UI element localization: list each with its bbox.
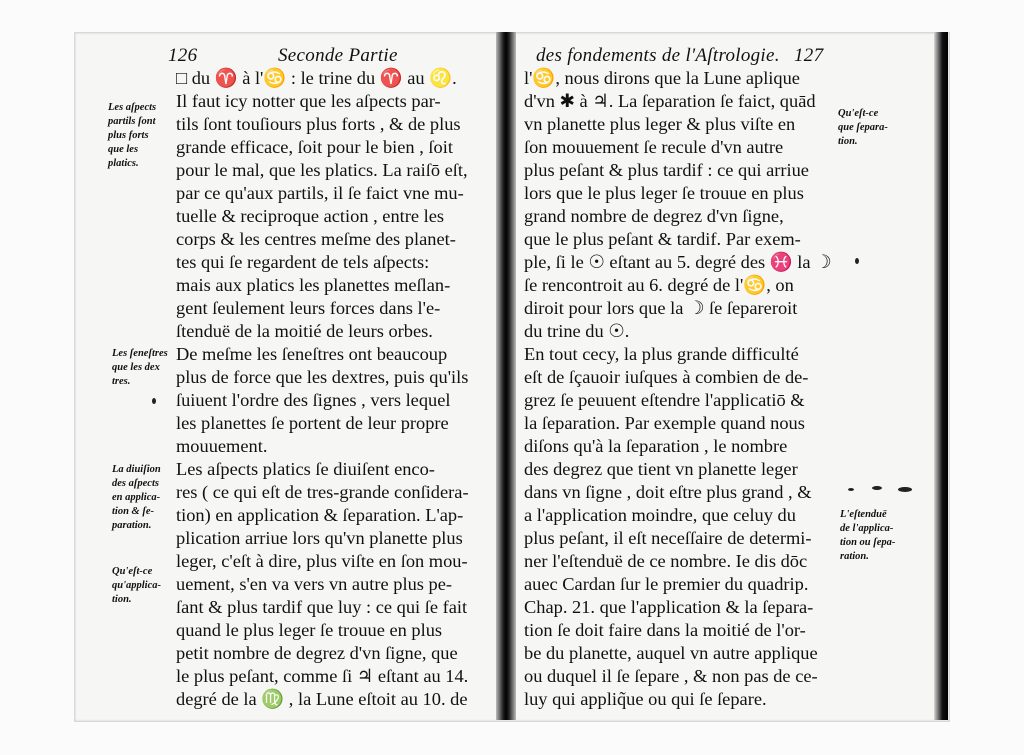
margin-note-line: de l'applica- [840, 523, 894, 534]
text-line: En tout cecy, la plus grande difficulté [524, 344, 799, 364]
text-line: tuelle & reciproque action , entre les [176, 206, 445, 226]
book-gutter [496, 32, 516, 720]
text-line: Les aſpects platics ſe diuiſent enco- [176, 459, 435, 479]
text-line: gent ſeulement leurs forces dans l'e- [176, 298, 441, 318]
margin-note-line: Les ſeneſtres [112, 348, 168, 359]
margin-note-line: Qu'eſt-ce [112, 566, 153, 577]
text-line: ner l'eſtenduë de ce nombre. Ie dis dōc [524, 551, 808, 571]
margin-note-line: tion. [112, 594, 132, 605]
margin-note-line: en applica- [112, 492, 161, 503]
margin-note-line: paration. [112, 520, 152, 531]
text-line: auec Cardan ſur le premier du quadrip. [524, 574, 809, 594]
margin-note-line: tres. [112, 376, 131, 387]
margin-note [112, 463, 161, 533]
margin-note-line: tion & ſe- [112, 506, 154, 517]
text-line: ſtenduë de la moitié de leurs orbes. [176, 321, 433, 341]
ink-speck [855, 258, 859, 264]
text-line: que le plus peſant & tardif. Par exem- [524, 229, 801, 249]
text-line: grez ſe peuuent eſtendre l'applicatiō & [524, 390, 805, 410]
text-line: Il faut icy notter que les aſpects par- [176, 91, 441, 111]
margin-note-line: La diuiſion [112, 464, 161, 475]
ink-speck [872, 486, 882, 490]
text-line: du trine du ☉. [524, 321, 630, 341]
text-line: De meſme les ſeneſtres ont beaucoup [176, 344, 448, 364]
margin-note [840, 508, 895, 564]
text-line: les planettes ſe portent de leur propre [176, 413, 449, 433]
text-line: diroit pour lors que la ☽ ſe ſepareroit [524, 298, 798, 318]
margin-note-line: que les dex [112, 362, 160, 373]
margin-note-line: des aſpects [112, 478, 159, 489]
left-page-number: 126 [168, 45, 198, 66]
text-line: grande efficace, ſoit pour le bien , ſoit [176, 137, 453, 157]
text-line: res ( ce qui eſt de tres-grande conſidera- [176, 482, 469, 502]
text-line: ſuiuent l'ordre des ſignes , vers lequel [176, 390, 451, 410]
margin-note-line: que ſepara- [838, 122, 888, 133]
text-line: plus de force que les dextres, puis qu'ils [176, 367, 469, 387]
ink-speck [152, 398, 156, 404]
text-line: ou duquel il ſe ſepare , & non pas de ce- [524, 666, 818, 686]
text-line: uement, s'en va vers vn autre plus pe- [176, 574, 453, 594]
text-line: plus peſant & plus tardif : ce qui arriue [524, 160, 809, 180]
text-line: des degrez que tient vn planette leger [524, 459, 798, 479]
margin-note [112, 565, 161, 607]
margin-note-line: Les aſpects [108, 102, 157, 113]
text-line: corps & les centres meſme des planet- [176, 229, 456, 249]
text-line: plication arriue lors qu'vn planette plus [176, 528, 463, 548]
ink-speck [848, 488, 854, 491]
text-line: ſant & plus tardif que luy : ce qui ſe fait [176, 597, 468, 617]
text-line: la ſeparation. Par exemple quand nous [524, 413, 805, 433]
margin-note-line: tion ou ſepa- [840, 537, 896, 548]
text-line: degré de la ♍ , la Lune eſtoit au 10. de [176, 689, 468, 709]
text-line: luy qui appliq̃ue ou qui ſe ſepare. [524, 689, 767, 709]
text-line: ple, ſi le ☉ eſtant au 5. degré des ♓ la ☽ [524, 252, 832, 272]
page-edge-shadow [934, 32, 948, 720]
left-page [108, 45, 498, 709]
text-line: petit nombre de degrez d'vn ſigne, que [176, 643, 458, 663]
margin-note-line: qu'applica- [112, 580, 161, 591]
text-line: vn planette plus leger & plus viſte en [524, 114, 796, 134]
text-line: diſons qu'à la ſeparation , le nombre [524, 436, 788, 456]
text-line: grand nombre de degrez d'vn ſigne, [524, 206, 784, 226]
text-line: be du planette, auquel vn autre applique [524, 643, 818, 663]
text-line: ſon mouuement ſe recule d'vn autre [524, 137, 784, 157]
text-line: dans vn ſigne , doit eſtre plus grand , & [524, 482, 812, 502]
text-line: plus peſant, il eſt neceſſaire de determi- [524, 528, 812, 548]
text-line: par ce qu'aux partils, il ſe faict vne mu- [176, 183, 464, 203]
text-line: tion ſe doit faire dans la moitié de l'or- [524, 620, 806, 640]
margin-note-line: partils ſont [108, 116, 156, 127]
margin-note-line: tion. [838, 136, 858, 147]
text-line: eſt de ſçauoir iuſques à combien de de- [524, 367, 809, 387]
text-line: mouuement. [176, 436, 268, 456]
text-line: tils ſont touſiours plus forts , & de plus [176, 114, 461, 134]
text-line: Chap. 21. que l'application & la ſepara- [524, 597, 814, 617]
text-line: d'vn ✱ à ♃. La ſeparation ſe faict, quād [524, 91, 816, 111]
left-running-title: Seconde Partie [278, 45, 398, 66]
text-line: quand le plus leger ſe trouue en plus [176, 620, 443, 640]
margin-note-line: platics. [108, 158, 139, 169]
margin-note [112, 347, 168, 389]
margin-note [838, 107, 888, 149]
margin-note-line: Qu'eſt-ce [838, 108, 879, 119]
text-line: le plus peſant, comme ſi ♃ eſtant au 14. [176, 666, 469, 686]
text-line: a l'application moindre, que celuy du [524, 505, 796, 525]
text-line: □ du ♈ à l'♋ : le trine du ♈ au ♌. [176, 68, 457, 88]
ink-speck [898, 487, 912, 492]
text-line: l'♋, nous dirons que la Lune aplique [524, 68, 800, 88]
right-running-title: des fondements de l'Aſtrologie. [536, 45, 780, 66]
text-line: pour le mal, que les platics. La raiſō eſt, [176, 160, 468, 180]
margin-note-line: plus forts [108, 130, 149, 141]
margin-note [108, 101, 156, 171]
text-line: tes qui ſe regardent de tels aſpects: [176, 252, 430, 272]
margin-note-line: que les [108, 144, 139, 155]
right-page-number: 127 [794, 45, 824, 66]
text-line: tion) en application & ſeparation. L'ap- [176, 505, 464, 525]
text-line: mais aux platics les planettes meſlan- [176, 275, 451, 295]
margin-note-line: L'eſtenduë [840, 509, 887, 520]
text-line: leger, c'eſt à dire, plus viſte en ſon mou- [176, 551, 468, 571]
text-line: ſe rencontroit au 6. degré de l'♋, on [524, 275, 794, 295]
text-line: lors que le plus leger ſe trouue en plus [524, 183, 804, 203]
margin-note-line: ration. [840, 551, 869, 562]
